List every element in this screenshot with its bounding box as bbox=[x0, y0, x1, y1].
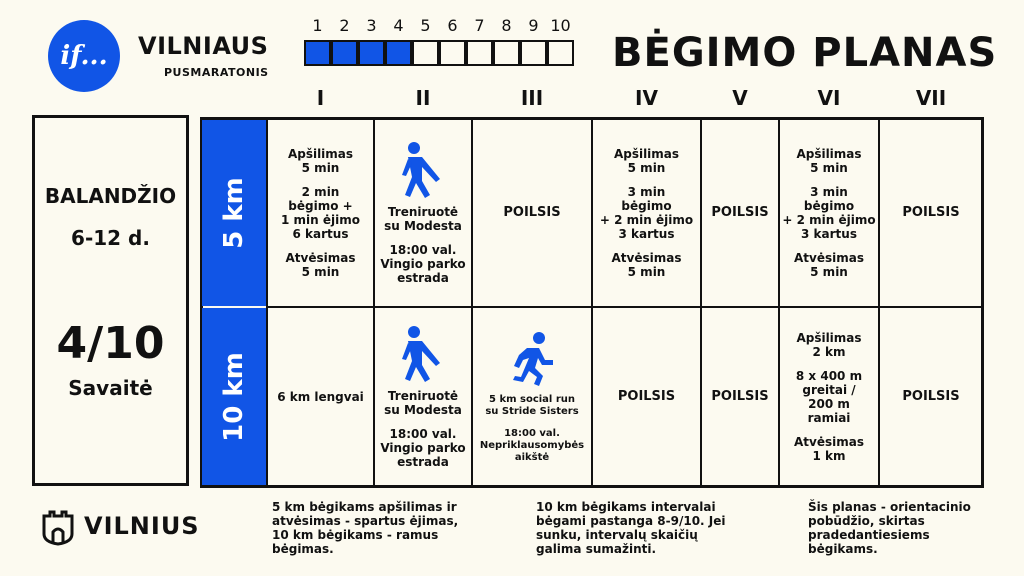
cell-line: su Modesta bbox=[384, 402, 462, 417]
plan-cell-5km-I bbox=[268, 120, 373, 306]
week-number-9: 9 bbox=[528, 16, 539, 35]
period-dates: 6-12 d. bbox=[71, 226, 150, 250]
period-month: BALANDŽIO bbox=[44, 184, 177, 208]
day-header-I: I bbox=[316, 86, 325, 110]
cell-line: greitai / bbox=[802, 382, 856, 397]
vilnius-city-icon bbox=[40, 510, 76, 546]
day-header-III: III bbox=[520, 86, 544, 110]
cell-line: Apšilimas bbox=[796, 330, 862, 345]
cell-line: 5 min bbox=[627, 161, 666, 175]
week-box-7 bbox=[466, 40, 493, 66]
stretch-icon bbox=[400, 325, 446, 383]
cell-line: + 2 min ėjimo bbox=[599, 213, 694, 227]
cell-line: 2 min bbox=[301, 185, 340, 199]
cell-line: estrada bbox=[397, 454, 449, 469]
note-line: bėgimas. bbox=[272, 542, 334, 556]
cell-line: bėgimo bbox=[621, 199, 672, 213]
week-number-10: 10 bbox=[550, 16, 571, 35]
cell-line: 18:00 val. bbox=[389, 426, 457, 441]
week-box-4 bbox=[385, 40, 412, 66]
cell-line: estrada bbox=[397, 271, 449, 285]
plan-cell-5km-VII bbox=[880, 120, 982, 306]
cell-line: 18:00 val. bbox=[389, 243, 457, 257]
day-header-VII: VII bbox=[915, 86, 947, 110]
footer-note-3 bbox=[808, 500, 971, 556]
plan-cell-10km-III bbox=[473, 308, 591, 485]
week-number-3: 3 bbox=[366, 16, 377, 35]
week-box-3 bbox=[358, 40, 385, 66]
plan-cell-10km-I bbox=[268, 308, 373, 485]
week-label: Savaitė bbox=[68, 376, 153, 400]
cell-line: 18:00 val. bbox=[504, 427, 560, 439]
cell-line: 2 km bbox=[812, 344, 846, 359]
plan-title: BĖGIMO PLANAS bbox=[612, 30, 998, 76]
cell-line: Atvėsimas bbox=[794, 434, 864, 449]
week-number-7: 7 bbox=[474, 16, 485, 35]
cell-line: 1 km bbox=[812, 448, 846, 463]
cell-line: Apšilimas bbox=[613, 147, 680, 161]
day-header-II: II bbox=[415, 86, 431, 110]
plan-cell-5km-III bbox=[473, 120, 591, 306]
week-number-5: 5 bbox=[420, 16, 431, 35]
if-logo: if... bbox=[48, 20, 120, 92]
week-number-6: 6 bbox=[447, 16, 458, 35]
rest-label: POILSIS bbox=[902, 388, 960, 404]
cell-line: Vingio parko bbox=[380, 440, 466, 455]
row-label-5km: 5 km bbox=[202, 120, 266, 306]
note-line: atvėsimas - spartus ėjimas, bbox=[272, 514, 459, 528]
cell-line: 3 kartus bbox=[618, 227, 675, 241]
cell-line: su Modesta bbox=[384, 219, 462, 233]
cell-line: 6 kartus bbox=[292, 227, 349, 241]
cell-line: Apšilimas bbox=[796, 147, 862, 161]
running-icon bbox=[509, 330, 555, 388]
cell-line: 5 min bbox=[301, 265, 340, 279]
cell-line: 5 min bbox=[627, 265, 666, 279]
brand-subtitle: PUSMARATONIS bbox=[164, 66, 269, 79]
rest-label: POILSIS bbox=[617, 388, 676, 404]
cell-line: 3 min bbox=[627, 185, 666, 199]
rest-label: POILSIS bbox=[711, 388, 769, 404]
vilnius-logo-text: VILNIUS bbox=[84, 512, 200, 540]
week-box-1 bbox=[304, 40, 331, 66]
week-number-1: 1 bbox=[312, 16, 323, 35]
week-box-6 bbox=[439, 40, 466, 66]
row-label-10km: 10 km bbox=[202, 308, 266, 485]
rest-label: POILSIS bbox=[711, 205, 769, 220]
week-counter: 4/10 bbox=[56, 318, 165, 369]
note-line: 10 km bėgikams intervalai bbox=[536, 500, 716, 514]
plan-cell-10km-VI bbox=[780, 308, 878, 485]
plan-cell-5km-V bbox=[702, 120, 778, 306]
plan-cell-5km-IV bbox=[593, 120, 700, 306]
cell-line: bėgimo + bbox=[288, 199, 353, 213]
cell-line: Treniruotė bbox=[387, 388, 459, 403]
cell-line: Apšilimas bbox=[287, 147, 354, 161]
cell-line: 200 m bbox=[808, 396, 850, 411]
note-line: pobūdžio, skirtas bbox=[808, 514, 925, 528]
brand-title: VILNIAUS bbox=[138, 32, 269, 60]
week-number-8: 8 bbox=[501, 16, 512, 35]
note-line: 5 km bėgikams apšilimas ir bbox=[272, 500, 457, 514]
plan-cell-5km-VI bbox=[780, 120, 878, 306]
cell-line: 3 min bbox=[810, 185, 848, 199]
cell-line: 5 min bbox=[301, 161, 340, 175]
cell-line: Atvėsimas bbox=[285, 251, 356, 265]
period-panel bbox=[32, 115, 189, 486]
cell-line: Vingio parko bbox=[380, 257, 466, 271]
cell-line: 5 min bbox=[810, 265, 848, 279]
week-box-9 bbox=[520, 40, 547, 66]
footer-note-2 bbox=[536, 500, 726, 556]
note-line: Šis planas - orientacinio bbox=[808, 500, 971, 514]
rest-label: POILSIS bbox=[902, 205, 960, 220]
cell-line: + 2 min ėjimo bbox=[782, 213, 876, 227]
cell-line: 1 min ėjimo bbox=[281, 213, 360, 227]
plan-cell-10km-IV bbox=[593, 308, 700, 485]
cell-line: 6 km lengvai bbox=[277, 389, 364, 404]
footer-note-1 bbox=[272, 500, 458, 556]
plan-cell-10km-VII bbox=[880, 308, 982, 485]
cell-line: bėgimo bbox=[803, 199, 855, 213]
cell-line: 5 km social run bbox=[489, 393, 575, 405]
cell-line: ramiai bbox=[807, 410, 851, 425]
cell-line: 3 kartus bbox=[801, 227, 857, 241]
cell-line: aikštė bbox=[514, 451, 550, 463]
week-number-2: 2 bbox=[339, 16, 350, 35]
day-header-V: V bbox=[732, 86, 748, 110]
plan-cell-10km-II bbox=[375, 308, 471, 485]
cell-line: 8 x 400 m bbox=[795, 368, 863, 383]
week-box-2 bbox=[331, 40, 358, 66]
week-box-10 bbox=[547, 40, 574, 66]
week-box-8 bbox=[493, 40, 520, 66]
note-line: sunku, intervalų skaičių bbox=[536, 528, 698, 542]
cell-line: 5 min bbox=[810, 161, 848, 175]
note-line: galima sumažinti. bbox=[536, 542, 657, 556]
note-line: 10 km bėgikams - ramus bbox=[272, 528, 439, 542]
note-line: bėgikams. bbox=[808, 542, 878, 556]
note-line: bėgami pastanga 8-9/10. Jei bbox=[536, 514, 726, 528]
week-number-4: 4 bbox=[393, 16, 404, 35]
plan-cell-5km-II bbox=[375, 120, 471, 306]
cell-line: Atvėsimas bbox=[611, 251, 682, 265]
stretch-icon bbox=[400, 141, 446, 199]
note-line: pradedantiesiems bbox=[808, 528, 930, 542]
day-header-VI: VI bbox=[817, 86, 841, 110]
cell-line: Nepriklausomybės bbox=[479, 439, 585, 451]
week-box-5 bbox=[412, 40, 439, 66]
day-header-IV: IV bbox=[635, 86, 658, 110]
rest-label: POILSIS bbox=[503, 205, 561, 220]
cell-line: Atvėsimas bbox=[794, 251, 864, 265]
plan-cell-10km-V bbox=[702, 308, 778, 485]
cell-line: su Stride Sisters bbox=[485, 405, 579, 417]
cell-line: Treniruotė bbox=[387, 205, 459, 219]
